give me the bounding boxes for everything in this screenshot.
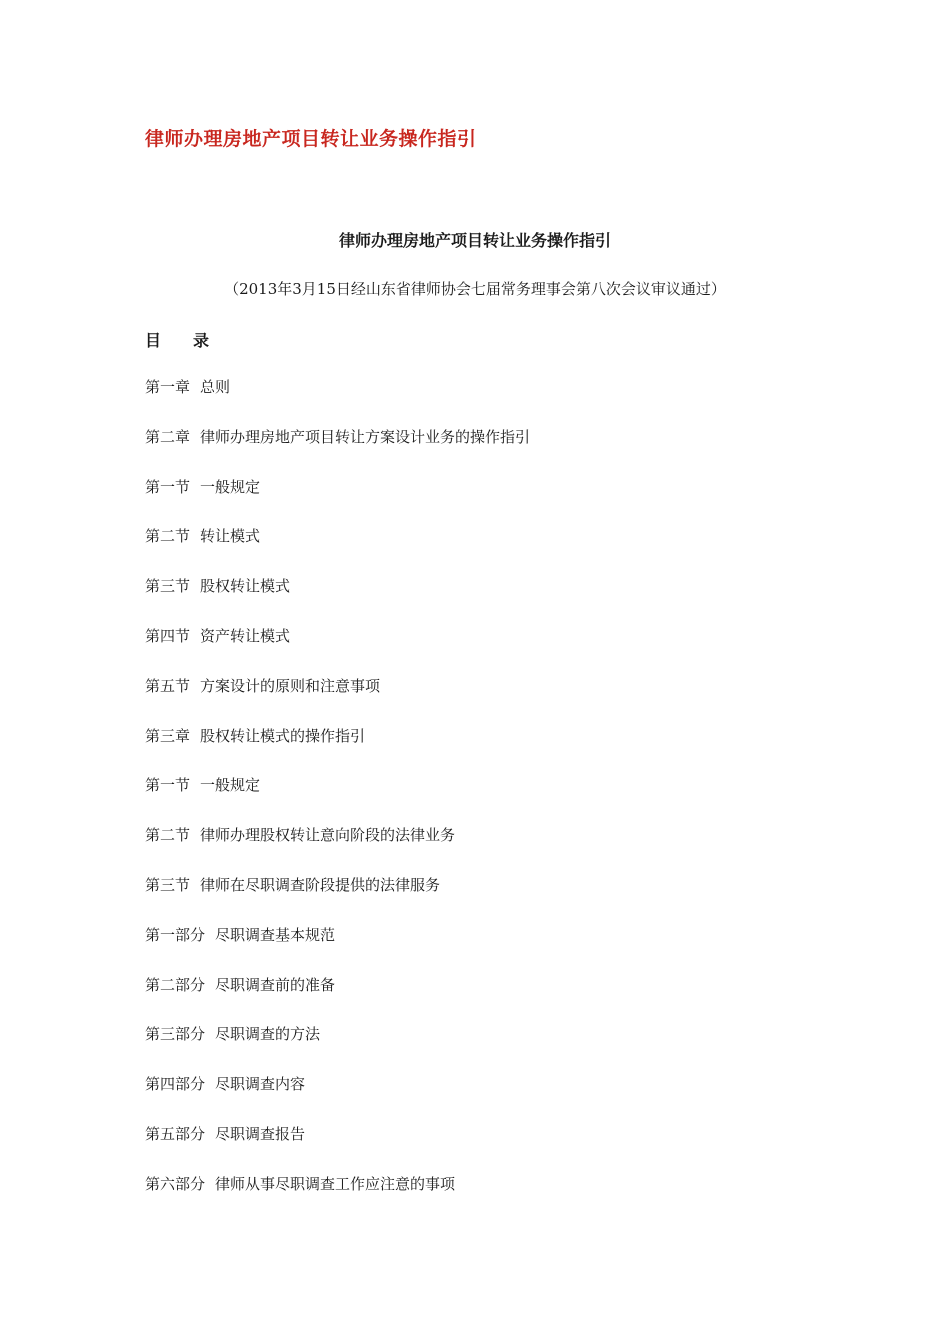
toc-item bbox=[145, 1024, 530, 1074]
toc-item-number: 第三节 bbox=[145, 875, 191, 894]
toc-item bbox=[145, 377, 530, 427]
toc-item-number: 第六部分 bbox=[145, 1174, 206, 1193]
document-red-title: 律师办理房地产项目转让业务操作指引 bbox=[145, 128, 477, 150]
toc-heading-part1: 目 bbox=[145, 331, 162, 350]
toc-item bbox=[145, 1074, 530, 1124]
toc-heading-part2: 录 bbox=[193, 331, 210, 350]
toc-item-number: 第三节 bbox=[145, 577, 191, 596]
toc-item-text: 资产转让模式 bbox=[200, 626, 291, 645]
toc-item bbox=[145, 1174, 530, 1224]
toc-item bbox=[145, 477, 530, 527]
toc-item-number: 第一节 bbox=[145, 477, 191, 496]
toc-item-text: 律师办理股权转让意向阶段的法律业务 bbox=[200, 826, 456, 845]
toc-item bbox=[145, 526, 530, 576]
toc-item bbox=[145, 825, 530, 875]
toc-item-text: 律师在尽职调查阶段提供的法律服务 bbox=[200, 875, 441, 894]
toc-item bbox=[145, 875, 530, 925]
toc-item-text: 尽职调查的方法 bbox=[215, 1025, 321, 1044]
toc-item bbox=[145, 576, 530, 626]
toc-item-number: 第四部分 bbox=[145, 1075, 206, 1094]
toc-item-text: 尽职调查报告 bbox=[215, 1124, 306, 1143]
toc-item-text: 律师从事尽职调查工作应注意的事项 bbox=[215, 1174, 456, 1193]
toc-item-number: 第五部分 bbox=[145, 1124, 206, 1143]
toc-item-text: 总则 bbox=[200, 378, 231, 396]
toc-item bbox=[145, 676, 530, 726]
toc-item-text: 转让模式 bbox=[200, 527, 261, 546]
toc-item bbox=[145, 726, 530, 776]
toc-item bbox=[145, 427, 530, 477]
document-subtitle: （2013年3月15日经山东省律师协会七届常务理事会第八次会议审议通过） bbox=[224, 280, 726, 298]
toc-item-number: 第三章 bbox=[145, 726, 191, 745]
toc-item-number: 第四节 bbox=[145, 626, 191, 645]
toc-item-number: 第一部分 bbox=[145, 925, 206, 944]
toc-item bbox=[145, 626, 530, 676]
toc-item-number: 第五节 bbox=[145, 676, 191, 695]
toc-item-text: 方案设计的原则和注意事项 bbox=[200, 676, 381, 695]
toc-item-number: 第一节 bbox=[145, 776, 191, 795]
toc-item-text: 尽职调查基本规范 bbox=[215, 925, 336, 944]
toc-item-text: 律师办理房地产项目转让方案设计业务的操作指引 bbox=[200, 427, 531, 446]
toc-item-number: 第二节 bbox=[145, 527, 191, 546]
toc-item-text: 股权转让模式 bbox=[200, 577, 291, 596]
toc-item-number: 第三部分 bbox=[145, 1025, 206, 1044]
document-title: 律师办理房地产项目转让业务操作指引 bbox=[338, 231, 611, 250]
toc-list bbox=[145, 377, 530, 1224]
toc-item bbox=[145, 925, 530, 975]
toc-item bbox=[145, 975, 530, 1025]
toc-item-number: 第二章 bbox=[145, 427, 191, 446]
toc-heading bbox=[145, 328, 209, 351]
toc-item-number: 第一章 bbox=[145, 378, 191, 396]
toc-item bbox=[145, 1124, 530, 1174]
toc-item-text: 股权转让模式的操作指引 bbox=[200, 726, 366, 745]
toc-item bbox=[145, 775, 530, 825]
toc-item-text: 一般规定 bbox=[200, 776, 261, 795]
toc-item-text: 尽职调查内容 bbox=[215, 1075, 306, 1094]
toc-item-text: 一般规定 bbox=[200, 477, 261, 496]
toc-item-number: 第二部分 bbox=[145, 975, 206, 994]
toc-item-number: 第二节 bbox=[145, 826, 191, 845]
toc-item-text: 尽职调查前的准备 bbox=[215, 975, 336, 994]
